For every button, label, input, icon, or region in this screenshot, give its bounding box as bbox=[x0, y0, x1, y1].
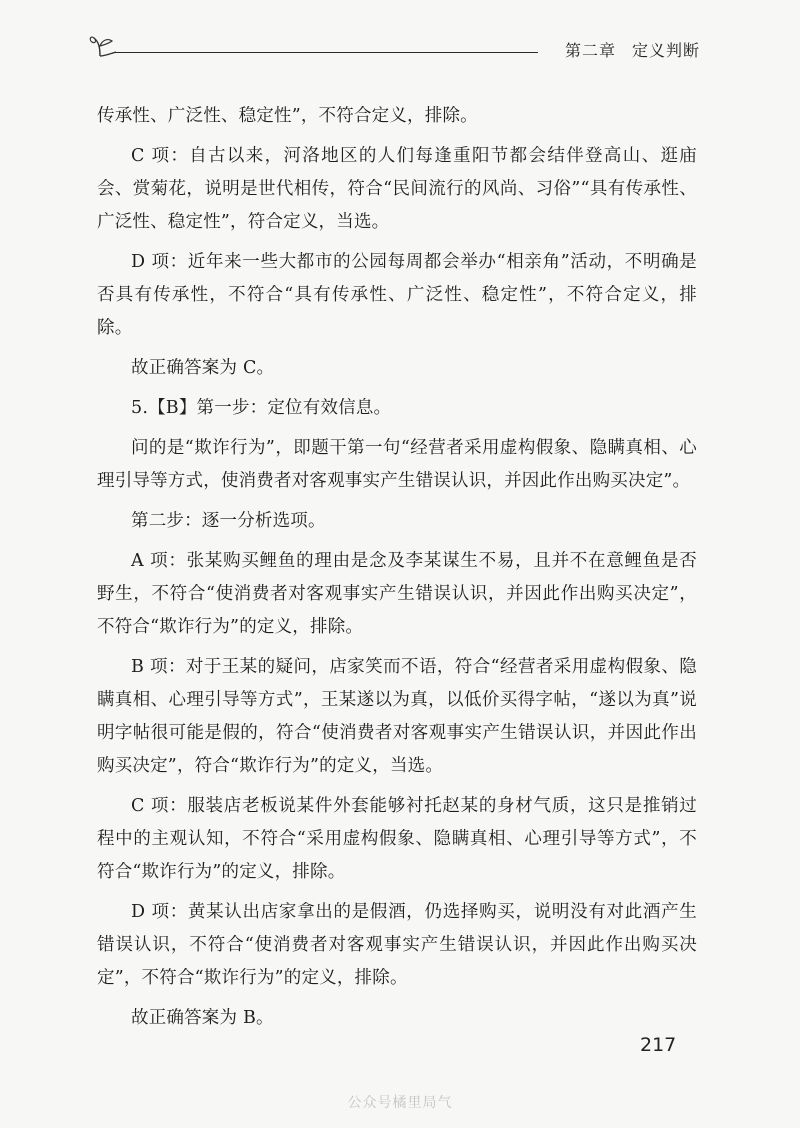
question-heading: 5.【B】第一步：定位有效信息。 bbox=[131, 398, 392, 418]
paragraph: A 项：张某购买鲤鱼的理由是念及李某谋生不易，且并不在意鲤鱼是否野生，不符合“使消费者对客观事实产生错误认识，并因此作出购买决定”，不符合“欺诈行为”的定义，排除。 bbox=[97, 551, 697, 637]
answer-line: 故正确答案为 B。 bbox=[131, 1008, 274, 1028]
step-heading: 第二步：逐一分析选项。 bbox=[131, 511, 326, 531]
chapter-heading bbox=[549, 38, 700, 61]
answer-line: 故正确答案为 C。 bbox=[131, 358, 275, 378]
running-header bbox=[88, 28, 700, 62]
body-text bbox=[97, 100, 697, 1035]
watermark: 公众号橘里局气 bbox=[347, 1095, 453, 1111]
paragraph: B 项：对于王某的疑问，店家笑而不语，符合“经营者采用虚构假象、隐瞒真相、心理引导等方式”，王某遂以为真，以低价买得字帖，“遂以为真”说明字帖很可能是假的，符合“使消费者对客观事实产生错误认识，并因此作出购买决定”，符合“欺诈行为”的定义，当选。 bbox=[97, 657, 697, 776]
paragraph: C 项：服装店老板说某件外套能够衬托赵某的身材气质，这只是推销过程中的主观认知，不符合“采用虚构假象、隐瞒真相、心理引导等方式”，不符合“欺诈行为”的定义，排除。 bbox=[97, 796, 697, 882]
sprout-icon bbox=[88, 32, 118, 58]
header-rule bbox=[114, 52, 538, 53]
section-label: 定义判断 bbox=[631, 41, 700, 60]
paragraph: D 项：黄某认出店家拿出的是假酒，仍选择购买，说明没有对此酒产生错误认识，不符合“使消费者对客观事实产生错误认识，并因此作出购买决定”，不符合“欺诈行为”的定义，排除。 bbox=[97, 902, 697, 988]
paragraph: C 项：自古以来，河洛地区的人们每逢重阳节都会结伴登高山、逛庙会、赏菊花，说明是世代相传，符合“民间流行的风尚、习俗”“具有传承性、广泛性、稳定性”，符合定义，当选。 bbox=[97, 146, 697, 232]
chapter-label: 第二章 bbox=[564, 41, 616, 60]
paragraph: 传承性、广泛性、稳定性”，不符合定义，排除。 bbox=[97, 106, 478, 126]
paragraph: 问的是“欺诈行为”，即题干第一句“经营者采用虚构假象、隐瞒真相、心理引导等方式，使消费者对客观事实产生错误认识，并因此作出购买决定”。 bbox=[97, 438, 697, 491]
page-number: 217 bbox=[640, 1034, 677, 1056]
paragraph: D 项：近年来一些大都市的公园每周都会举办“相亲角”活动，不明确是否具有传承性，不符合“具有传承性、广泛性、稳定性”，不符合定义，排除。 bbox=[97, 252, 697, 338]
